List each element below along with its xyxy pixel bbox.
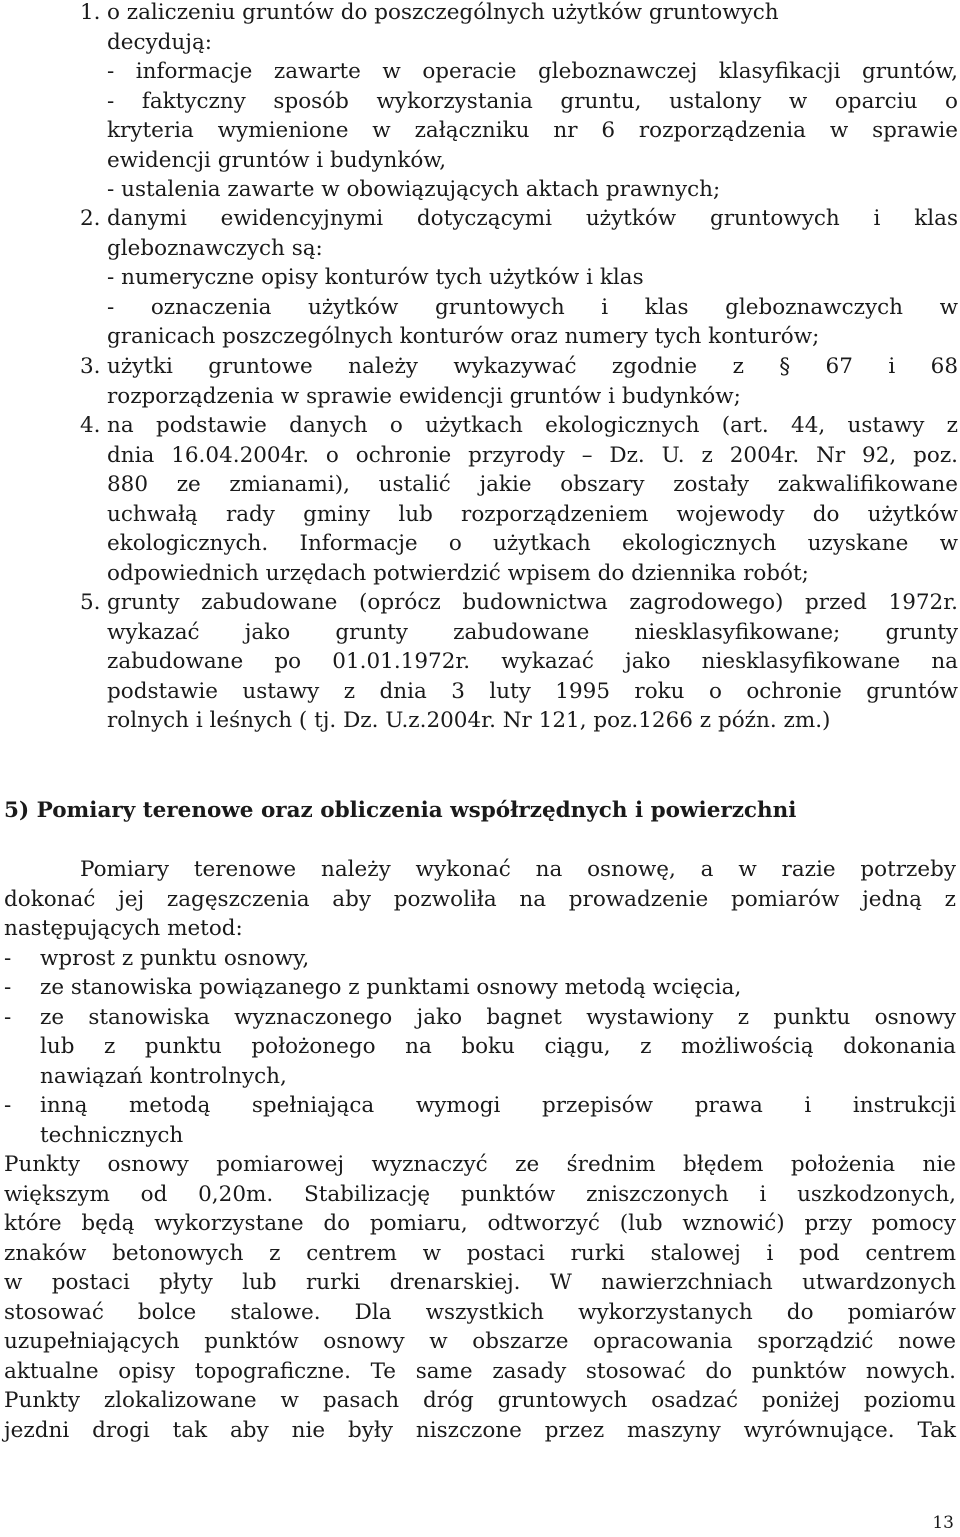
bullet-line: ze stanowiska powiązanego z punktami osnowy metodą wcięcia,	[40, 975, 742, 1000]
text-line: ewidencji gruntów i budynków,	[107, 147, 447, 173]
text-line: rolnych i leśnych ( tj. Dz. U.z.2004r. Nr 121, poz.1266 z późn. zm.)	[107, 708, 831, 733]
text-line: podstawie ustawy z dnia 3 luty 1995 roku o ochronie gruntów	[107, 678, 958, 704]
bullet-dash: -	[4, 975, 12, 1000]
list-item-1	[80, 0, 958, 205]
paragraph-line: Punkty osnowy pomiarowej wyznaczyć ze średnim błędem położenia nie	[4, 1152, 956, 1177]
text-line: - ustalenia zawarte w obowiązujących aktach prawnych;	[107, 177, 721, 202]
section-heading: 5) Pomiary terenowe oraz obliczenia współrzędnych i powierzchni	[4, 798, 797, 823]
bullet-line: wprost z punktu osnowy,	[40, 945, 310, 971]
bullet-dash: -	[4, 1093, 12, 1118]
section-body	[4, 855, 956, 1445]
text-line: kryteria wymienione w załączniku nr 6 rozporządzenia w sprawie	[107, 118, 958, 143]
paragraph-line: w postaci płyty lub rurki drenarskiej. W nawierzchniach utwardzonych	[4, 1270, 956, 1295]
list-number: 3.	[80, 354, 101, 379]
text-line: gleboznawczych są:	[107, 235, 323, 261]
bullet-line: technicznych	[40, 1122, 184, 1148]
page-number: 13	[932, 1513, 954, 1533]
bullet-line: inną metodą spełniająca wymogi przepisów prawa i instrukcji	[40, 1093, 956, 1118]
text-line: 880 ze zmianami), ustalić jakie obszary zostały zakwalifikowane	[107, 472, 958, 497]
bullet-line: ze stanowiska wyznaczonego jako bagnet wystawiony z punktu osnowy	[40, 1004, 956, 1030]
paragraph-line: które będą wykorzystane do pomiaru, odtworzyć (lub wznowić) przy pomocy	[4, 1211, 956, 1236]
intro-line: dokonać jej zagęszczenia aby pozwoliła na prowadzenie pomiarów jedną z	[4, 886, 956, 912]
method-bullet-3	[4, 1003, 956, 1092]
paragraph-line: uzupełniających punktów osnowy w obszarze opracowania sporządzić nowe	[4, 1329, 956, 1354]
paragraph-line: znaków betonowych z centrem w postaci rurki stalowej i pod centrem	[4, 1240, 956, 1266]
text-line: danymi ewidencyjnymi dotyczącymi użytków gruntowych i klas	[107, 206, 958, 231]
list-number: 5.	[80, 590, 101, 615]
method-bullet-1	[4, 944, 956, 974]
paragraph-line: stosować bolce stalowe. Dla wszystkich wykorzystanych do pomiarów	[4, 1299, 956, 1325]
list-item-5	[80, 588, 958, 736]
text-line: - numeryczne opisy konturów tych użytków i klas	[107, 265, 644, 290]
bullet-line: lub z punktu położonego na boku ciągu, z możliwością dokonania	[40, 1034, 956, 1059]
text-line: - informacje zawarte w operacie gleboznawczej klasyfikacji gruntów,	[107, 59, 958, 84]
paragraph-line: jezdni drogi tak aby nie były niszczone przez maszyny wyrównujące. Tak	[4, 1417, 956, 1443]
text-line: - faktyczny sposób wykorzystania gruntu, ustalony w oparciu o	[107, 88, 958, 114]
text-line: na podstawie danych o użytkach ekologicznych (art. 44, ustawy z	[107, 413, 958, 438]
list-item-2	[80, 204, 958, 352]
list-item-4	[80, 411, 958, 588]
text-line: - oznaczenia użytków gruntowych i klas gleboznawczych w	[107, 294, 958, 320]
text-line: użytki gruntowe należy wykazywać zgodnie z § 67 i 68	[107, 354, 958, 379]
text-line: grunty zabudowane (oprócz budownictwa zagrodowego) przed 1972r.	[107, 590, 958, 615]
text-line: decydują:	[107, 29, 213, 55]
text-line: zabudowane po 01.01.1972r. wykazać jako niesklasyfikowane na	[107, 649, 958, 674]
text-line: dnia 16.04.2004r. o ochronie przyrody – Dz. U. z 2004r. Nr 92, poz.	[107, 442, 958, 468]
paragraph-line: Punkty zlokalizowane w pasach dróg gruntowych osadzać poniżej poziomu	[4, 1388, 956, 1413]
text-line: odpowiednich urzędach potwierdzić wpisem do dziennika robót;	[107, 560, 809, 586]
paragraph-line: większym od 0,20m. Stabilizację punktów zniszczonych i uszkodzonych,	[4, 1181, 956, 1207]
bullet-line: nawiązań kontrolnych,	[40, 1063, 287, 1089]
text-line: granicach poszczególnych konturów oraz numery tych konturów;	[107, 324, 820, 349]
paragraph-line: aktualne opisy topograficzne. Te same zasady stosować do punktów nowych.	[4, 1358, 956, 1384]
bullet-dash: -	[4, 945, 12, 971]
list-number: 1.	[80, 0, 101, 25]
list-number: 2.	[80, 206, 101, 231]
intro-line: następujących metod:	[4, 916, 243, 941]
method-bullet-2	[4, 973, 956, 1003]
text-line: uchwałą rady gminy lub rozporządzeniem wojewody do użytków	[107, 501, 958, 527]
text-line: ekologicznych. Informacje o użytkach ekologicznych uzyskane w	[107, 531, 958, 556]
text-line: rozporządzenia w sprawie ewidencji gruntów i budynków;	[107, 383, 741, 409]
text-line: wykazać jako grunty zabudowane niesklasyfikowane; grunty	[107, 619, 958, 645]
list-item-3	[80, 352, 958, 411]
bullet-dash: -	[4, 1004, 12, 1030]
method-bullet-4	[4, 1091, 956, 1150]
intro-line: Pomiary terenowe należy wykonać na osnowę, a w razie potrzeby	[80, 857, 956, 882]
text-line: o zaliczeniu gruntów do poszczególnych użytków gruntowych	[107, 0, 779, 25]
list-number: 4.	[80, 413, 101, 438]
